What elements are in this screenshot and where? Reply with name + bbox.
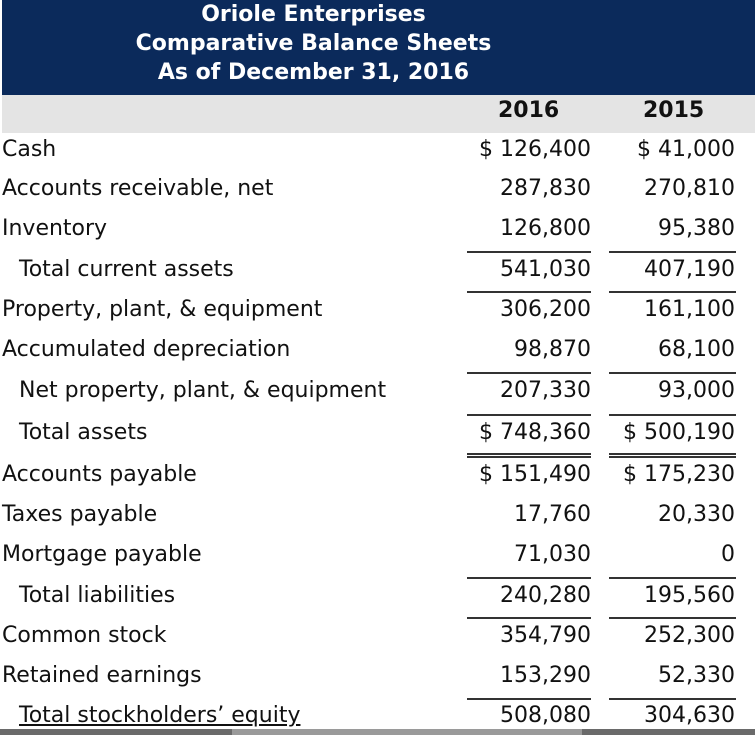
row-label: Total current assets bbox=[19, 257, 234, 282]
row-inventory bbox=[0, 216, 755, 256]
value-2015: 270,810 bbox=[644, 176, 735, 201]
subtotal-rule bbox=[609, 414, 736, 416]
bottom-cutoff-highlight bbox=[232, 729, 582, 735]
row-label: Total liabilities bbox=[19, 583, 176, 608]
subtotal-rule bbox=[609, 698, 736, 700]
value-2015: 252,300 bbox=[644, 623, 735, 648]
year-2016-header: 2016 bbox=[498, 98, 560, 123]
row-total-stockholders-equity bbox=[0, 703, 755, 743]
row-label: Taxes payable bbox=[2, 502, 158, 527]
row-label: Accounts receivable, net bbox=[2, 176, 274, 201]
value-2015: 0 bbox=[721, 542, 735, 567]
total-double-rule bbox=[467, 453, 591, 458]
row-label: Mortgage payable bbox=[2, 542, 202, 567]
year-header-row bbox=[2, 95, 755, 133]
value-2016: 71,030 bbox=[514, 542, 591, 567]
row-label: Common stock bbox=[2, 623, 167, 648]
row-accumulated-depreciation bbox=[0, 337, 755, 377]
value-2016: 306,200 bbox=[500, 297, 591, 322]
as-of-date: As of December 31, 2016 bbox=[157, 60, 470, 85]
row-ppe bbox=[0, 297, 755, 337]
value-2015: 20,330 bbox=[658, 502, 735, 527]
row-label: Inventory bbox=[2, 216, 108, 241]
value-2016: 98,870 bbox=[514, 337, 591, 362]
value-2015: $ 500,190 bbox=[623, 420, 735, 445]
value-2015: 52,330 bbox=[658, 663, 735, 688]
subtotal-rule bbox=[467, 698, 591, 700]
subtotal-rule bbox=[467, 577, 591, 579]
company-name: Oriole Enterprises bbox=[201, 2, 426, 27]
subtotal-rule bbox=[609, 291, 736, 293]
subtotal-rule bbox=[467, 617, 591, 619]
subtotal-rule bbox=[609, 251, 736, 253]
row-label: Cash bbox=[2, 137, 57, 162]
row-retained-earnings bbox=[0, 663, 755, 703]
total-double-rule bbox=[609, 453, 736, 458]
value-2016: 508,080 bbox=[500, 703, 591, 728]
row-accounts-receivable bbox=[0, 176, 755, 216]
row-label: Total assets bbox=[19, 420, 148, 445]
subtotal-rule bbox=[609, 372, 736, 374]
value-2016: 240,280 bbox=[500, 583, 591, 608]
value-2015: $ 41,000 bbox=[637, 137, 735, 162]
row-label: Accounts payable bbox=[2, 462, 197, 487]
value-2015: 407,190 bbox=[644, 257, 735, 282]
subtotal-rule bbox=[609, 577, 736, 579]
value-2015: 195,560 bbox=[644, 583, 735, 608]
bottom-cutoff-strip bbox=[0, 729, 755, 735]
value-2016: $ 126,400 bbox=[479, 137, 591, 162]
row-cash bbox=[0, 137, 755, 177]
row-net-ppe bbox=[0, 378, 755, 418]
value-2015: 304,630 bbox=[644, 703, 735, 728]
value-2015: 68,100 bbox=[658, 337, 735, 362]
value-2016: 354,790 bbox=[500, 623, 591, 648]
value-2015: 95,380 bbox=[658, 216, 735, 241]
value-2016: 153,290 bbox=[500, 663, 591, 688]
row-label: Property, plant, & equipment bbox=[2, 297, 323, 322]
value-2016: 207,330 bbox=[500, 378, 591, 403]
value-2016: 126,800 bbox=[500, 216, 591, 241]
value-2016: 287,830 bbox=[500, 176, 591, 201]
statement-title: Comparative Balance Sheets bbox=[135, 31, 492, 56]
value-2015: 93,000 bbox=[658, 378, 735, 403]
subtotal-rule bbox=[609, 617, 736, 619]
value-2015: 161,100 bbox=[644, 297, 735, 322]
value-2016: $ 151,490 bbox=[479, 462, 591, 487]
year-2015-header: 2015 bbox=[643, 98, 705, 123]
subtotal-rule bbox=[467, 251, 591, 253]
row-common-stock bbox=[0, 623, 755, 663]
subtotal-rule bbox=[467, 414, 591, 416]
row-accounts-payable bbox=[0, 462, 755, 502]
value-2015: $ 175,230 bbox=[623, 462, 735, 487]
value-2016: $ 748,360 bbox=[479, 420, 591, 445]
row-taxes-payable bbox=[0, 502, 755, 542]
value-2016: 541,030 bbox=[500, 257, 591, 282]
row-mortgage-payable bbox=[0, 542, 755, 582]
subtotal-rule bbox=[467, 291, 591, 293]
row-label: Net property, plant, & equipment bbox=[19, 378, 387, 403]
title-banner bbox=[2, 0, 755, 95]
row-label: Retained earnings bbox=[2, 663, 202, 688]
row-label: Total stockholders’ equity bbox=[19, 703, 301, 728]
value-2016: 17,760 bbox=[514, 502, 591, 527]
row-label: Accumulated depreciation bbox=[2, 337, 291, 362]
subtotal-rule bbox=[467, 372, 591, 374]
